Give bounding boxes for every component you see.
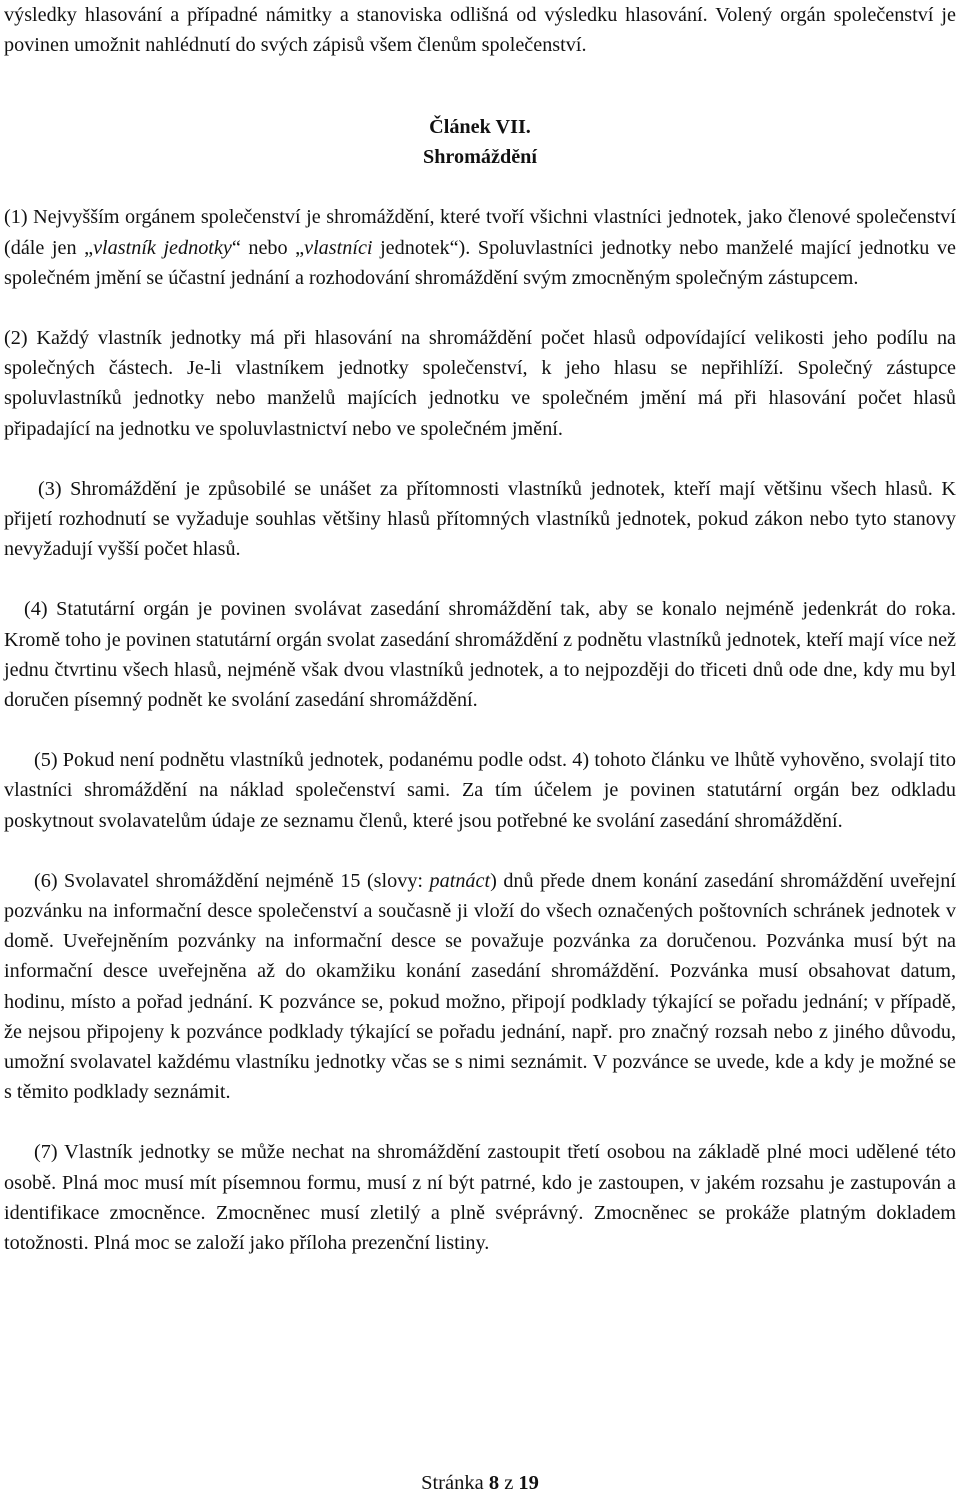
paragraph-1-term-owner: vlastník jednotky	[93, 236, 232, 259]
page-footer	[0, 1472, 960, 1495]
footer-separator: z	[504, 1472, 514, 1494]
paragraph-5: (5) Pokud není podnětu vlastníků jednotek, podanému podle odst. 4) tohoto článku ve lhůtě vyhověno, svolají tito vlastníci shromáždění na náklad společenství sami. Za tím účelem je povinen statutární orgán bez odkladu poskytnout svolavatelům údaje ze seznamu členů, které jsou potřebné ke svolání zasedání shromáždění.	[4, 749, 956, 832]
article-number: Článek VII.	[429, 116, 531, 139]
paragraph-7: (7) Vlastník jednotky se může nechat na shromáždění zastoupit třetí osobou na základě plné moci udělené této osobě. Plná moc musí mít písemnou formu, musí z ní být patrné, kdo je zastoupen, v jakém rozsahu je zastupován a identifikace zmocněnce. Zmocněnec musí zletilý a plně svéprávný. Zmocněnec se prokáže platným dokladem totožnosti. Plná moc se založí jako příloha prezenční listiny.	[4, 1141, 956, 1255]
document-page	[4, 0, 956, 1258]
paragraph-1-term-owners: vlastníci	[304, 236, 373, 259]
lead-paragraph: výsledky hlasování a případné námitky a stanoviska odlišná od výsledku hlasování. Volený orgán společenství je povinen umožnit nahlédnutí do svých zápisů všem členům společenství.	[4, 4, 956, 57]
paragraph-6-word-number: patnáct	[429, 869, 491, 892]
article-title: Shromáždění	[422, 146, 538, 169]
paragraph-6	[4, 866, 956, 1108]
paragraph-2: (2) Každý vlastník jednotky má při hlasování na shromáždění počet hlasů odpovídající velikosti jeho podílu na společných částech. Je-li vlastníkem jednotky společenství, k jeho hlasu se nepřihlíží. Společný zástupce spoluvlastníků jednotky nebo manželů majících jednotku ve společném jmění má při hlasování počet hlasů připadající na jednotku ve spoluvlastnictví nebo ve společném jmění.	[4, 327, 956, 440]
footer-page-total: 19	[518, 1472, 539, 1494]
paragraph-1-text-e: jednotek“). Spoluvlastníci jednotky nebo manželé mající jednotku ve společném jmění se účastní jednání a rozhodování shromáždění svým zmocněným společným zástupcem.	[4, 236, 957, 289]
paragraph-6-text-a: (6) Svolavatel shromáždění nejméně 15 (slovy:	[34, 869, 430, 892]
paragraph-4: (4) Statutární orgán je povinen svolávat zasedání shromáždění tak, aby se konalo nejméně jedenkrát do roka. Kromě toho je povinen statutární orgán svolat zasedání shromáždění z podnětu vlastníků jednotek, kteří mají více než jednu čtvrtinu všech hlasů, nejméně však dvou vlastníků jednotek, a to nejpozději do třiceti dnů ode dne, kdy mu byl doručen písemný podnět ke svolání zasedání shromáždění.	[4, 598, 956, 712]
paragraph-6-text-c: ) dnů přede dnem konání zasedání shromáždění uveřejní pozvánku na informační desce společenství a současně ji vloží do všech označených poštovních schránek jednotek v domě. Uveřejněním pozvánky na informační desce se považuje pozvánka za doručenou. Pozvánka musí být na informační desce uveřejněna až do okamžiku konání zasedání shromáždění. Pozvánka musí obsahovat datum, hodinu, místo a pořad jednání. K pozvánce se, pokud možno, připojí podklady týkající se pořadu jednání; v případě, že nejsou připojeny k pozvánce podklady týkající se pořadu jednání, např. pro značný rozsah nebo z jiného důvodu, umožní svolavatel každému vlastníku jednotky včas se s nimi seznámit. V pozvánce se uvede, kde a kdy je možné se s těmito podklady seznámit.	[4, 869, 956, 1104]
footer-label: Stránka	[421, 1472, 484, 1494]
paragraph-3: (3) Shromáždění je způsobilé se unášet za přítomnosti vlastníků jednotek, kteří mají většinu všech hlasů. K přijetí rozhodnutí se vyžaduje souhlas většiny hlasů přítomných vlastníků jednotek, pokud zákon nebo tyto stanovy nevyžadují vyšší počet hlasů.	[4, 477, 956, 561]
paragraph-1	[4, 202, 956, 293]
footer-page-number: 8	[488, 1472, 500, 1494]
paragraph-1-text-c: “ nebo „	[231, 236, 305, 259]
paragraph-1-text-a: (1) Nejvyšším orgánem společenství je shromáždění, které tvoří všichni vlastníci jednotek, jako členové společenství (dále jen „	[4, 206, 956, 259]
